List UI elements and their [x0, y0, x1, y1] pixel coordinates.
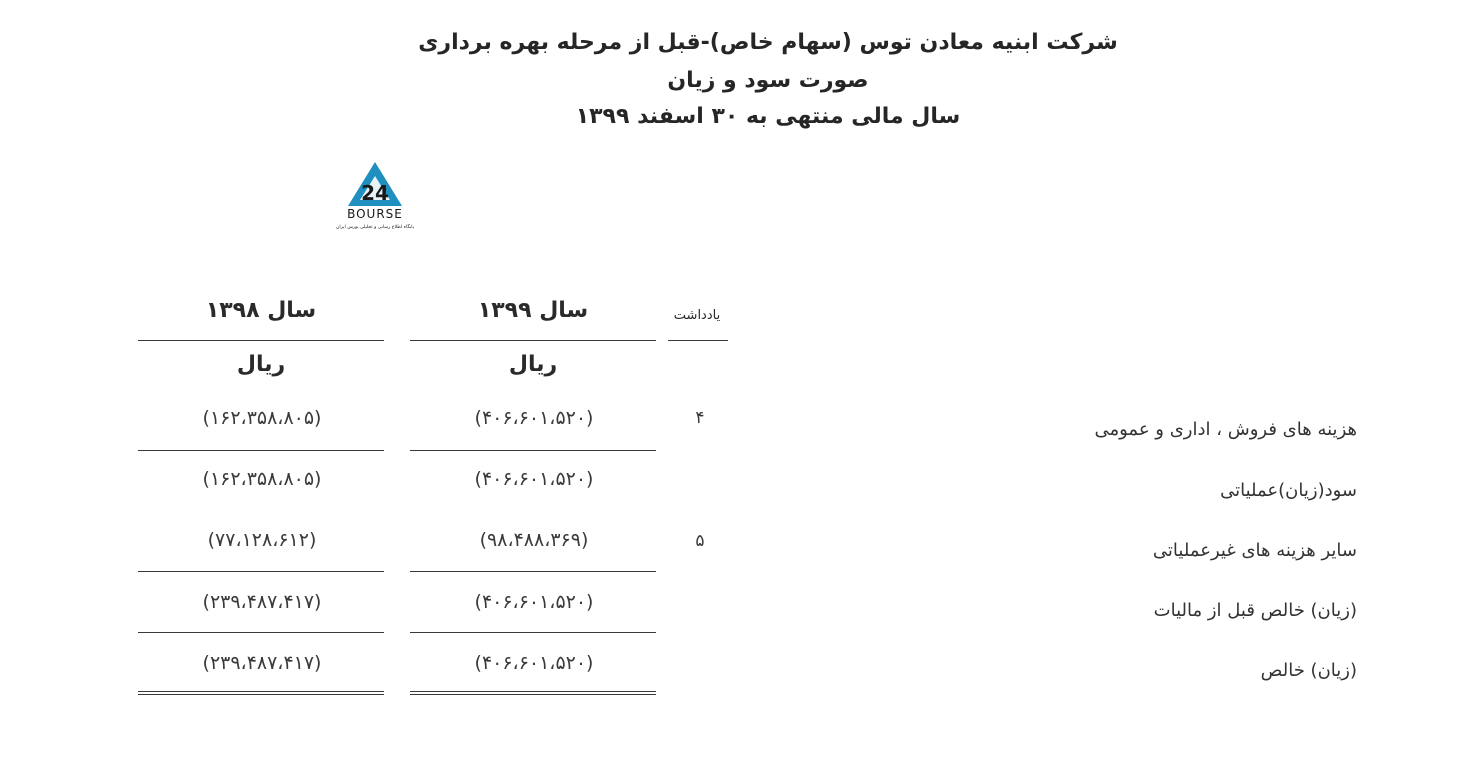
- col-unit-1398: ریال: [236, 352, 286, 377]
- note-other-non-operating: ۵: [695, 531, 705, 551]
- rule-row3-1398: [138, 571, 384, 572]
- col-note: یادداشت: [673, 308, 721, 323]
- note-selling-expenses: ۴: [695, 408, 705, 428]
- logo-subtext: پایگاه اطلاع رسانی و تحلیلی بورس ایران: [336, 225, 414, 230]
- cell-1399-other-non-operating: (۹۸،۴۸۸،۳۶۹): [479, 529, 589, 551]
- rule-row1-1399: [410, 450, 656, 451]
- cell-1399-operating-loss: (۴۰۶،۶۰۱،۵۲۰): [474, 468, 594, 490]
- rule-row3-1399: [410, 571, 656, 572]
- label-loss-before-tax: (زیان) خالص قبل از مالیات: [1153, 600, 1357, 621]
- rule-row1-1398: [138, 450, 384, 451]
- header-rule-1399: [410, 340, 656, 341]
- cell-1398-operating-loss: (۱۶۲،۳۵۸،۸۰۵): [202, 468, 322, 490]
- label-other-non-operating: سایر هزینه های غیرعملیاتی: [1152, 540, 1357, 561]
- statement-title: صورت سود و زیان: [667, 68, 869, 93]
- rule-row4-1398: [138, 632, 384, 633]
- header-rule-note: [668, 340, 728, 341]
- total-rule-1399: [410, 691, 656, 695]
- cell-1398-net-loss: (۲۳۹،۴۸۷،۴۱۷): [202, 652, 322, 674]
- header-rule-1398: [138, 340, 384, 341]
- logo-text: BOURSE: [347, 207, 403, 221]
- cell-1399-loss-before-tax: (۴۰۶،۶۰۱،۵۲۰): [474, 591, 594, 613]
- col-unit-1399: ریال: [508, 352, 558, 377]
- label-selling-expenses: هزینه های فروش ، اداری و عمومی: [1094, 419, 1357, 440]
- col-year-1399: سال ۱۳۹۹: [477, 298, 589, 323]
- label-net-loss: (زیان) خالص: [1260, 660, 1357, 681]
- logo-mark: 24: [361, 181, 389, 205]
- label-operating-loss: سود(زیان)عملیاتی: [1220, 480, 1357, 501]
- cell-1398-other-non-operating: (۷۷،۱۲۸،۶۱۲): [207, 529, 317, 551]
- total-rule-1398: [138, 691, 384, 695]
- cell-1398-loss-before-tax: (۲۳۹،۴۸۷،۴۱۷): [202, 591, 322, 613]
- cell-1398-selling-expenses: (۱۶۲،۳۵۸،۸۰۵): [202, 407, 322, 429]
- col-year-1398: سال ۱۳۹۸: [205, 298, 317, 323]
- period-title: سال مالی منتهی به ۳۰ اسفند ۱۳۹۹: [575, 104, 961, 129]
- company-title: شرکت ابنیه معادن توس (سهام خاص)-قبل از مرحله بهره برداری: [418, 30, 1118, 55]
- rule-row4-1399: [410, 632, 656, 633]
- bourse-logo: [330, 158, 420, 236]
- cell-1399-net-loss: (۴۰۶،۶۰۱،۵۲۰): [474, 652, 594, 674]
- cell-1399-selling-expenses: (۴۰۶،۶۰۱،۵۲۰): [474, 407, 594, 429]
